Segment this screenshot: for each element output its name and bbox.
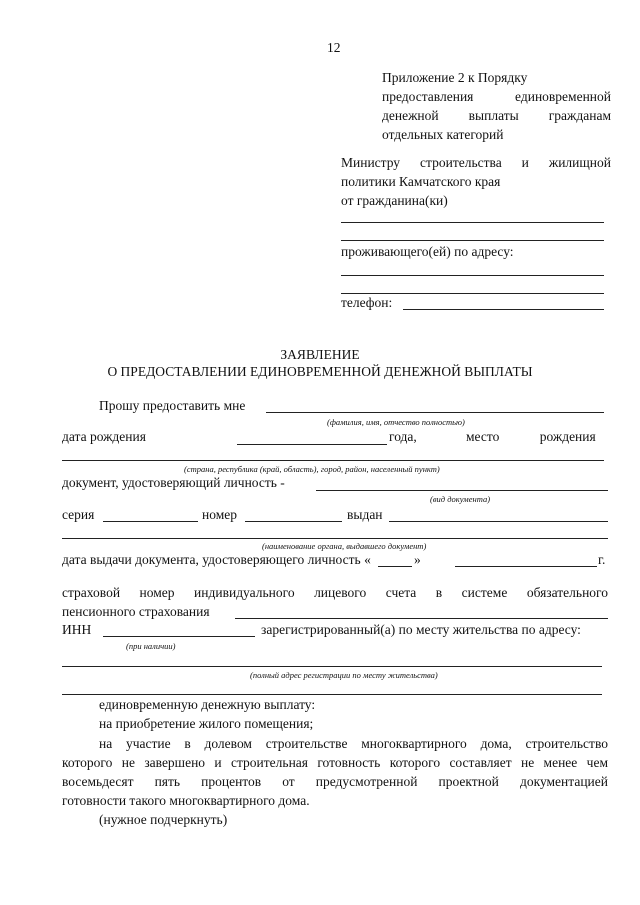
phone-label: телефон:: [341, 295, 393, 310]
birth-date-label: дата рождения: [62, 429, 146, 444]
option-shared-line4: готовности такого многоквартирного дома.: [62, 793, 310, 808]
appendix-line: денежной выплаты гражданам: [382, 108, 611, 123]
issue-month-year-field[interactable]: [455, 566, 597, 567]
appendix-line: Приложение 2 к Порядку: [382, 70, 528, 85]
series-field[interactable]: [103, 521, 198, 522]
option-shared-line2: которого не завершено и строительная готовность которого составляет не менее чем: [62, 755, 608, 770]
underline-note: (нужное подчеркнуть): [99, 812, 228, 827]
issuer-field[interactable]: [62, 538, 608, 539]
inn-hint: (при наличии): [126, 641, 176, 651]
series-label: серия: [62, 507, 95, 522]
document-title: ЗАЯВЛЕНИЕ: [280, 347, 360, 362]
registered-label: зарегистрированный(а) по месту жительства по адресу:: [261, 622, 581, 637]
document-subtitle: О ПРЕДОСТАВЛЕНИИ ЕДИНОВРЕМЕННОЙ ДЕНЕЖНОЙ ВЫПЛАТЫ: [107, 364, 533, 379]
appendix-line: предоставления единовременной: [382, 89, 611, 104]
id-doc-type-hint: (вид документа): [430, 494, 491, 504]
applicant-name-field[interactable]: [341, 222, 604, 223]
id-doc-type-field[interactable]: [316, 490, 608, 491]
inn-field[interactable]: [103, 636, 255, 637]
from-label: от гражданина(ки): [341, 193, 448, 208]
year-suffix: г.: [598, 552, 606, 567]
option-shared-line3: восемьдесят пять процентов от предусмотренной проектной документацией: [62, 774, 608, 789]
residence-address-field-2[interactable]: [341, 293, 604, 294]
fio-field[interactable]: [266, 412, 604, 413]
option-payment: единовременную денежную выплату:: [99, 697, 316, 712]
registration-address-field[interactable]: [62, 666, 602, 667]
registration-address-hint: (полный адрес регистрации по месту жительства): [250, 670, 438, 680]
fio-hint: (фамилия, имя, отчество полностью): [327, 417, 465, 427]
phone-field[interactable]: [403, 309, 604, 310]
page-number: 12: [327, 40, 341, 55]
snils-label-line1: страховой номер индивидуального лицевого счета в системе обязательного: [62, 585, 608, 600]
issued-field[interactable]: [389, 521, 608, 522]
birth-place-field[interactable]: [62, 460, 604, 461]
request-label: Прошу предоставить мне: [99, 398, 246, 413]
registration-address-field-2[interactable]: [62, 694, 602, 695]
addressee-line: Министру строительства и жилищной: [341, 155, 611, 170]
issuer-hint: (наименование органа, выдавшего документ): [262, 541, 427, 551]
snils-field[interactable]: [235, 618, 608, 619]
option-purchase: на приобретение жилого помещения;: [99, 716, 314, 731]
residence-address-field[interactable]: [341, 275, 604, 276]
applicant-name-field-2[interactable]: [341, 240, 604, 241]
birth-place-hint: (страна, республика (край, область), город, район, населенный пункт): [184, 464, 440, 474]
birth-place-label: место рождения: [466, 429, 596, 444]
addressee-line: политики Камчатского края: [341, 174, 501, 189]
inn-label: ИНН: [62, 622, 92, 637]
quote-close: »: [414, 552, 421, 567]
number-field[interactable]: [245, 521, 342, 522]
number-label: номер: [202, 507, 238, 522]
issued-label: выдан: [347, 507, 383, 522]
residing-label: проживающего(ей) по адресу:: [341, 244, 514, 259]
id-doc-label: документ, удостоверяющий личность -: [62, 475, 285, 490]
birth-date-field[interactable]: [237, 444, 387, 445]
option-shared-line1: на участие в долевом строительстве многоквартирного дома, строительство: [99, 736, 608, 751]
appendix-line: отдельных категорий: [382, 127, 504, 142]
snils-label-line2: пенсионного страхования: [62, 604, 210, 619]
issue-date-label: дата выдачи документа, удостоверяющего личность «: [62, 552, 371, 567]
year-label: года,: [389, 429, 417, 444]
issue-day-field[interactable]: [378, 566, 412, 567]
